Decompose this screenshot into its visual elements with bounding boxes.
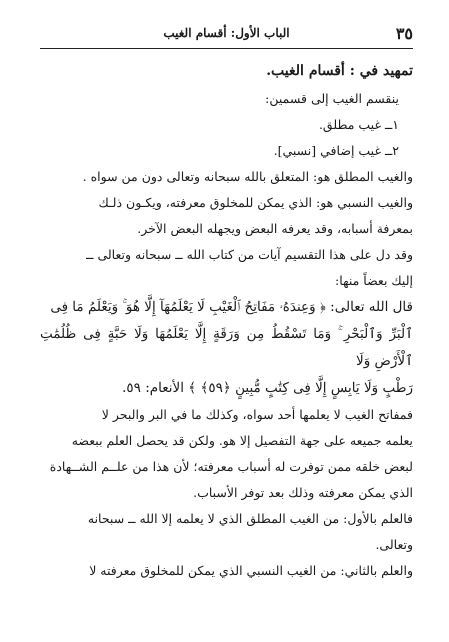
page-header: [40, 24, 413, 46]
list-item: ١ــ غيب مطلق.: [318, 117, 399, 132]
quran-verse-line: قال الله تعالى: ﴿ وَعِندَهُۥ مَفَاتِحُ ٱلْغَيْبِ لَا يَعْلَمُهَآ إِلَّا هُوَ ۚ وَيَعْلَمُ مَا فِى: [50, 299, 413, 315]
list-item: ٢ــ غيب إضافي [نسبي].: [273, 143, 399, 158]
running-title: الباب الأول: أقسام الغيب: [163, 26, 290, 40]
paragraph-line: الذي يمكن معرفته وذلك بعد توفر الأسباب.: [193, 485, 413, 500]
paragraph-line: فمفاتح الغيب لا يعلمها أحد سواه، وكذلك ما في البر والبحر لا: [101, 407, 413, 422]
page-number: ٣٥: [395, 24, 413, 43]
quran-verse-line: ٱلْبَرِّ وَٱلْبَحْرِ ۚ وَمَا تَسْقُطُ مِن وَرَقَةٍ إِلَّا يَعْلَمُهَا وَلَا حَبَّةٍ فِى ظُلُمَٰتِ ٱلْأَرْضِ وَلَا: [40, 326, 413, 369]
paragraph-line: والغيب النسبي هو: الذي يمكن للمخلوق معرفته، ويكـون ذلـك: [98, 195, 413, 210]
paragraph-line: والعلم بالثاني: من الغيب النسبي الذي يمكن للمخلوق معرفته لا: [89, 563, 413, 578]
page-body: [40, 56, 413, 584]
paragraph-line: يعلمه جميعه على جهة التفصيل إلا هو. ولكن قد يحصل العلم ببعضه: [71, 433, 413, 448]
section-title: تمهيد في : أقسام الغيب.: [266, 63, 413, 79]
paragraph-line: ينقسم الغيب إلى قسمين:: [265, 91, 399, 106]
paragraph-line: لبعض خلقه ممن توفرت له أسباب معرفته؛ لأن هذا من علــم الشــهادة: [49, 459, 413, 474]
paragraph-line: وقد دل على هذا التقسيم آيات من كتاب الله ــ سبحانه وتعالى ــ: [86, 247, 413, 262]
paragraph-line: فالعلم بالأول: من الغيب المطلق الذي لا يعلمه إلا الله ــ سبحانه: [87, 511, 413, 526]
paragraph-line: بمعرفة أسبابه، وقد يعرفه البعض ويجهله البعض الآخر.: [137, 221, 413, 236]
header-divider: [40, 48, 413, 49]
paragraph-line: وتعالى.: [375, 537, 413, 552]
paragraph-line: إليك بعضاً منها:: [335, 273, 413, 288]
quran-verse-line: رَطْبٍ وَلَا يَابِسٍ إِلَّا فِى كِتَٰبٍ مُّبِينٍ ﴿٥٩﴾ ﴾ الأنعام: ٥٩.: [122, 380, 413, 396]
paragraph-line: والغيب المطلق هو: المتعلق بالله سبحانه وتعالى دون من سواه .: [82, 169, 413, 184]
